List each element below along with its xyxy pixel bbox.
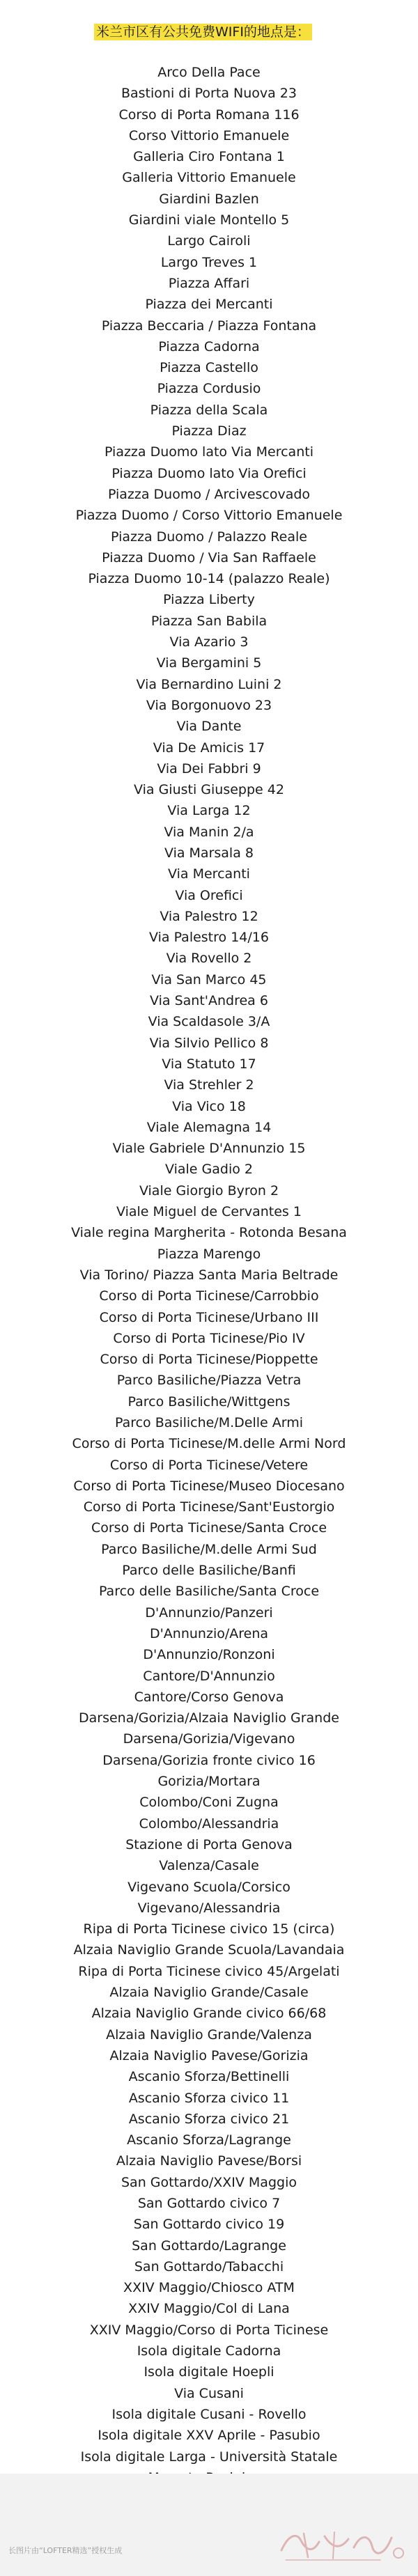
- location-item: Stazione di Porta Genova: [125, 1836, 293, 1852]
- location-item: Cantore/Corso Genova: [134, 1689, 284, 1705]
- location-item: Parco Basiliche/M.delle Armi Sud: [101, 1541, 317, 1557]
- location-item: XXIV Maggio/Corso di Porta Ticinese: [89, 2322, 329, 2338]
- location-item: D'Annunzio/Panzeri: [145, 1605, 273, 1621]
- location-item: Corso di Porta Ticinese/Santa Croce: [91, 1520, 327, 1536]
- location-item: Via Palestro 14/16: [149, 930, 269, 946]
- location-item: Via Bergamini 5: [156, 655, 262, 671]
- location-item: Via Bernardino Luini 2: [136, 676, 282, 692]
- watermark-logo-icon: [276, 2527, 408, 2567]
- location-item: Ascanio Sforza/Lagrange: [127, 2132, 291, 2148]
- location-item: San Gottardo/Lagrange: [132, 2238, 286, 2254]
- location-item: Parco Basiliche/Wittgens: [127, 1394, 291, 1410]
- location-item: Via Strehler 2: [164, 1077, 254, 1093]
- location-item: Parco Basiliche/M.Delle Armi: [114, 1415, 304, 1430]
- location-item: Colombo/Alessandria: [139, 1816, 279, 1832]
- page-title: 米兰市区有公共免费WIFI的地点是：: [94, 24, 312, 40]
- location-item: Alzaia Naviglio Grande civico 66/68: [91, 2006, 327, 2022]
- location-item: Piazza Affari: [168, 275, 250, 291]
- location-item: Corso Vittorio Emanuele: [128, 127, 290, 143]
- location-item: Viale Gadio 2: [165, 1162, 253, 1178]
- location-item: Darsena/Gorizia/Alzaia Naviglio Grande: [79, 1710, 339, 1726]
- location-item: Piazza Diaz: [171, 423, 247, 439]
- location-item: Isola digitale Cadorna: [137, 2343, 281, 2359]
- location-item: Piazza Duomo 10-14 (palazzo Reale): [88, 571, 330, 587]
- location-item: XXIV Maggio/Col di Lana: [128, 2301, 290, 2317]
- location-item: Isola digitale Hoepli: [144, 2364, 274, 2380]
- location-item: Ascanio Sforza civico 21: [128, 2111, 290, 2127]
- location-item: Corso di Porta Ticinese/Pio IV: [113, 1330, 305, 1346]
- location-item: Via Silvio Pellico 8: [149, 1035, 269, 1051]
- location-item: Via Borgonuovo 23: [146, 697, 272, 713]
- location-item: Darsena/Gorizia/Vigevano: [123, 1731, 295, 1747]
- location-item: Via Azario 3: [169, 634, 249, 650]
- location-item: Viale Giorgio Byron 2: [139, 1182, 279, 1199]
- location-item: XXIV Maggio/Chiosco ATM: [123, 2280, 295, 2296]
- location-item: Ripa di Porta Ticinese civico 15 (circa): [83, 1921, 335, 1937]
- location-item: Largo Treves 1: [160, 254, 258, 270]
- location-item: Piazza Castello: [160, 360, 258, 376]
- location-item: Largo Cairoli: [167, 233, 251, 249]
- location-item: Valenza/Casale: [159, 1858, 259, 1874]
- location-item: Piazza Duomo / Corso Vittorio Emanuele: [75, 508, 343, 524]
- location-item: Piazza Duomo lato Via Mercanti: [104, 444, 314, 460]
- location-item: Bastioni di Porta Nuova 23: [121, 86, 297, 102]
- location-item: Corso di Porta Ticinese/Urbano III: [99, 1309, 319, 1325]
- location-item: Isola digitale Cusani - Rovello: [111, 2406, 307, 2422]
- location-item: Piazza della Scala: [150, 402, 268, 418]
- location-item: Via Palestro 12: [160, 908, 258, 924]
- location-item: Viale Miguel de Cervantes 1: [116, 1204, 302, 1220]
- location-item: Piazza Duomo / Via San Raffaele: [102, 549, 316, 565]
- location-item: Giardini Bazlen: [159, 191, 259, 207]
- location-item: Via Rovello 2: [166, 951, 252, 967]
- location-item: Ascanio Sforza/Bettinelli: [128, 2069, 290, 2085]
- location-item: Viale Alemagna 14: [146, 1119, 272, 1135]
- location-item: Piazza Cordusio: [157, 381, 261, 397]
- location-item: San Gottardo civico 7: [137, 2195, 281, 2211]
- location-item: D'Annunzio/Arena: [149, 1625, 269, 1641]
- location-item: Via Larga 12: [167, 803, 251, 819]
- location-item: Via Vico 18: [172, 1098, 246, 1114]
- location-item: Piazza San Babila: [150, 613, 268, 629]
- location-item: San Gottardo civico 19: [133, 2217, 285, 2233]
- location-item: Via Marsala 8: [164, 845, 254, 861]
- location-item: Colombo/Coni Zugna: [139, 1795, 279, 1811]
- location-item: Piazza Duomo lato Via Orefici: [111, 465, 307, 481]
- location-item: Parco Basiliche/Piazza Vetra: [116, 1373, 302, 1389]
- location-item: Via Statuto 17: [162, 1056, 256, 1072]
- location-item: Piazza Duomo / Arcivescovado: [107, 486, 311, 502]
- location-item: Corso di Porta Ticinese/Vetere: [109, 1457, 309, 1473]
- location-item: Piazza Duomo / Palazzo Reale: [111, 529, 307, 545]
- footer-note: 长图片由“LOFTER精选”授权生成: [8, 2546, 123, 2555]
- location-item: Viale regina Margherita - Rotonda Besana: [71, 1225, 347, 1241]
- location-item: Ascanio Sforza civico 11: [128, 2090, 290, 2106]
- location-item: Via Mercanti: [168, 866, 250, 882]
- location-item: Piazza Cadorna: [158, 338, 260, 354]
- location-item: Corso di Porta Ticinese/Pioppette: [100, 1352, 318, 1368]
- location-item: Corso di Porta Romana 116: [118, 107, 300, 123]
- location-item: Via Dante: [176, 719, 242, 735]
- location-item: Corso di Porta Ticinese/Carrobbio: [99, 1288, 319, 1304]
- location-item: Viale Gabriele D'Annunzio 15: [112, 1141, 306, 1157]
- location-item: Piazza dei Mercanti: [145, 297, 273, 313]
- location-item: Piazza Liberty: [163, 592, 255, 608]
- location-item: Isola digitale Larga - Università Statale: [80, 2449, 338, 2465]
- location-item: Via Giusti Giuseppe 42: [134, 782, 284, 798]
- location-item: Via Sant'Andrea 6: [150, 993, 268, 1009]
- location-item: Corso di Porta Ticinese/Museo Diocesano: [73, 1478, 345, 1494]
- location-item: Alzaia Naviglio Grande/Casale: [109, 1985, 309, 2001]
- location-item: Darsena/Gorizia fronte civico 16: [102, 1752, 316, 1768]
- location-item: Via Cusani: [174, 2385, 244, 2401]
- location-item: Galleria Ciro Fontana 1: [133, 149, 285, 165]
- wifi-location-list: [0, 62, 418, 2509]
- location-item: San Gottardo/XXIV Maggio: [121, 2174, 297, 2190]
- location-item: Cantore/D'Annunzio: [143, 1668, 275, 1684]
- location-item: Via Manin 2/a: [164, 824, 254, 840]
- location-item: Arco Della Pace: [157, 65, 261, 80]
- location-item: Via Scaldasole 3/A: [148, 1014, 270, 1030]
- location-item: Vigevano/Alessandria: [137, 1900, 281, 1916]
- location-item: Alzaia Naviglio Grande Scuola/Lavandaia: [73, 1942, 345, 1958]
- location-item: Gorizia/Mortara: [157, 1774, 261, 1790]
- location-item: Isola digitale XXV Aprile - Pasubio: [98, 2428, 320, 2444]
- location-item: San Gottardo/Tabacchi: [134, 2258, 284, 2274]
- title-area: [94, 24, 312, 40]
- location-item: Corso di Porta Ticinese/M.delle Armi Nord: [72, 1436, 346, 1452]
- location-item: D'Annunzio/Ronzoni: [143, 1647, 275, 1663]
- location-item: Via San Marco 45: [151, 971, 267, 988]
- location-item: Parco delle Basiliche/Banfi: [122, 1563, 296, 1579]
- location-item: Alzaia Naviglio Pavese/Gorizia: [109, 2047, 309, 2063]
- location-item: Via De Amicis 17: [153, 740, 265, 756]
- location-item: Via Torino/ Piazza Santa Maria Beltrade: [79, 1267, 339, 1283]
- location-item: Ripa di Porta Ticinese civico 45/Argelati: [78, 1963, 340, 1979]
- location-item: Vigevano Scuola/Corsico: [127, 1879, 291, 1895]
- location-item: Alzaia Naviglio Pavese/Borsi: [116, 2153, 302, 2169]
- location-item: Corso di Porta Ticinese/Sant'Eustorgio: [83, 1499, 335, 1515]
- location-item: Piazza Beccaria / Piazza Fontana: [101, 318, 317, 334]
- location-item: Alzaia Naviglio Grande/Valenza: [106, 2027, 312, 2043]
- footer: [0, 2474, 418, 2576]
- location-item: Galleria Vittorio Emanuele: [122, 170, 296, 186]
- location-item: Parco delle Basiliche/Santa Croce: [98, 1584, 320, 1600]
- location-item: Via Orefici: [175, 887, 243, 903]
- location-item: Piazza Marengo: [157, 1246, 261, 1262]
- location-item: Via Dei Fabbri 9: [157, 760, 261, 776]
- location-item: Giardini viale Montello 5: [128, 212, 290, 228]
